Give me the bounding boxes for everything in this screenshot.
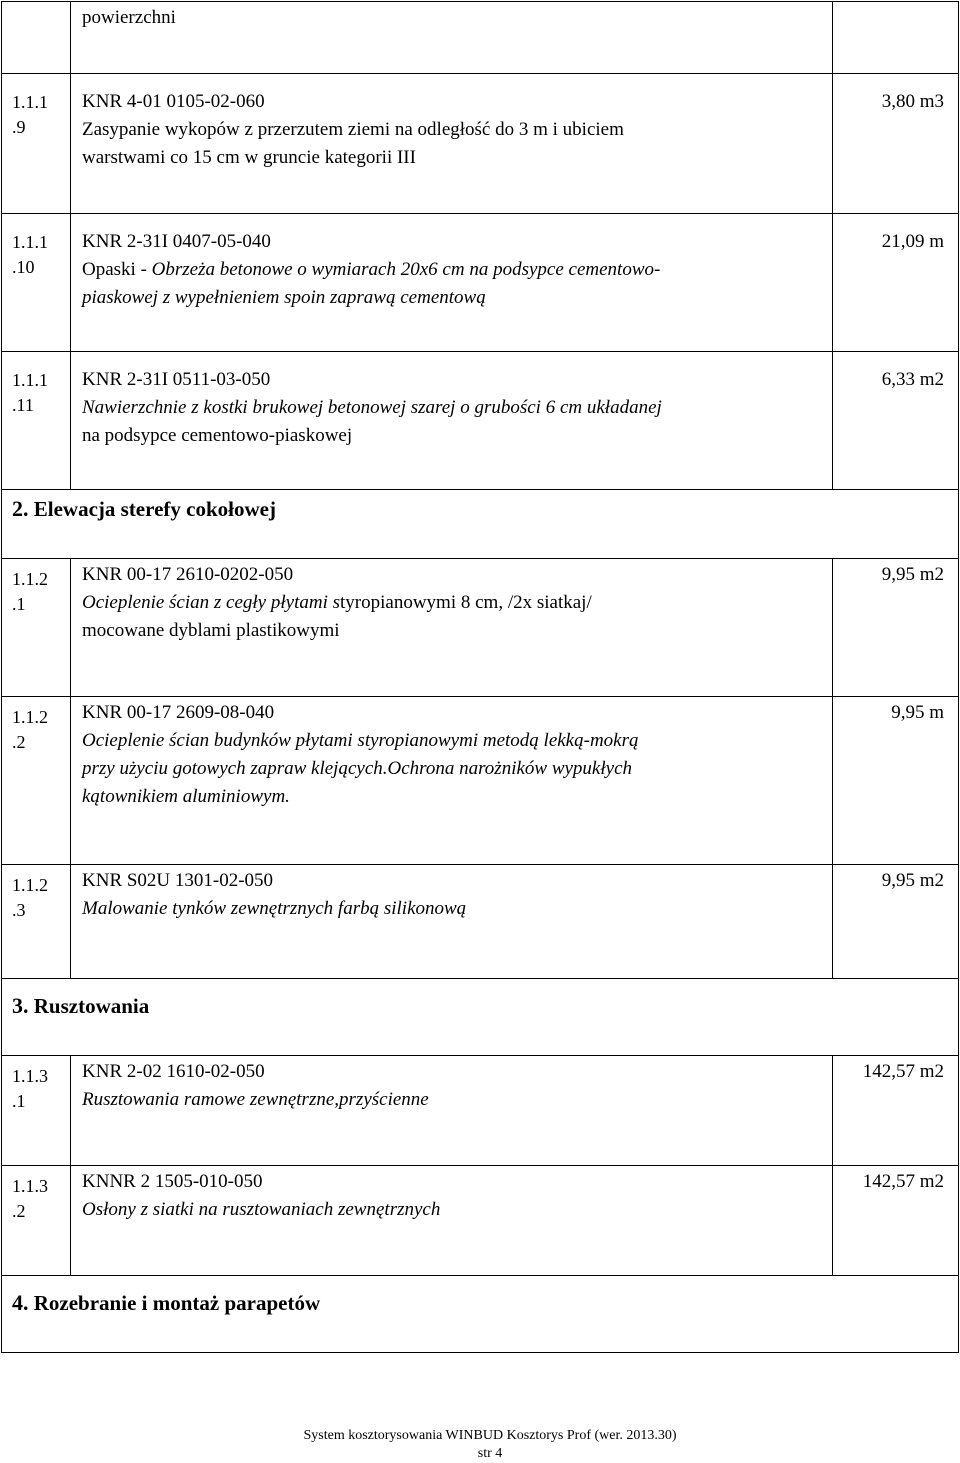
table-row <box>2 74 959 214</box>
table-row <box>2 2 959 74</box>
section-heading-row <box>2 490 959 559</box>
item-quantity: 21,09 m <box>833 214 959 352</box>
table-row <box>2 214 959 352</box>
item-description: KNR 2-31I 0511-03-050 Nawierzchnie z kostki brukowej betonowej szarej o grubości 6 cm układanej na podsypce cementowo-piaskowej <box>71 352 833 490</box>
section-heading: 4. Rozebranie i montaż parapetów <box>2 1276 959 1353</box>
item-description: KNR S02U 1301-02-050 Malowanie tynków zewnętrznych farbą silikonową <box>71 865 833 979</box>
table-row <box>2 697 959 865</box>
cost-estimate-table <box>1 1 959 1353</box>
item-description: KNR 2-31I 0407-05-040 Opaski - Obrzeża betonowe o wymiarach 20x6 cm na podsypce cementowo- piaskowej z wypełnieniem spoin zaprawą cementową <box>71 214 833 352</box>
item-code: KNR 2-02 1610-02-050 <box>82 1061 265 1082</box>
table-row <box>2 559 959 697</box>
item-code: KNR 2-31I 0511-03-050 <box>82 369 271 390</box>
table-row <box>2 1056 959 1166</box>
item-description: KNR 2-02 1610-02-050 Rusztowania ramowe zewnętrzne,przyścienne <box>71 1056 833 1166</box>
item-quantity: 9,95 m2 <box>833 865 959 979</box>
item-code: KNR 2-31I 0407-05-040 <box>82 231 271 252</box>
section-heading-row <box>2 1276 959 1353</box>
item-code: KNNR 2 1505-010-050 <box>82 1171 263 1192</box>
item-number: 1.1.1 .9 <box>2 74 71 214</box>
item-description: KNR 4-01 0105-02-060 Zasypanie wykopów z przerzutem ziemi na odległość do 3 m i ubiciem warstwami co 15 cm w gruncie kategorii III <box>71 74 833 214</box>
section-heading: 3. Rusztowania <box>2 979 959 1056</box>
item-code: KNR 00-17 2609-08-040 <box>82 702 275 723</box>
item-description: KNNR 2 1505-010-050 Osłony z siatki na rusztowaniach zewnętrznych <box>71 1166 833 1276</box>
table-row <box>2 865 959 979</box>
item-number: 1.1.3 .2 <box>2 1166 71 1276</box>
item-number: 1.1.2 .2 <box>2 697 71 865</box>
item-code: KNR 4-01 0105-02-060 <box>82 91 265 112</box>
section-heading-row <box>2 979 959 1056</box>
page-number: str 4 <box>477 1446 503 1461</box>
item-description: KNR 00-17 2610-0202-050 Ocieplenie ścian z cegły płytami styropianowymi 8 cm, /2x siatkaj/ mocowane dyblami plastikowymi <box>71 559 833 697</box>
item-quantity: 6,33 m2 <box>833 352 959 490</box>
item-quantity: 3,80 m3 <box>833 74 959 214</box>
item-number: 1.1.2 .3 <box>2 865 71 979</box>
item-quantity: 142,57 m2 <box>833 1056 959 1166</box>
item-quantity: 9,95 m2 <box>833 559 959 697</box>
item-code: KNR S02U 1301-02-050 <box>82 870 274 891</box>
item-description: powierzchni <box>71 2 833 74</box>
section-heading: 2. Elewacja sterefy cokołowej <box>2 490 959 559</box>
item-code: KNR 00-17 2610-0202-050 <box>82 564 294 585</box>
table-row <box>2 1166 959 1276</box>
item-number: 1.1.1 .11 <box>2 352 71 490</box>
item-number: 1.1.2 .1 <box>2 559 71 697</box>
footer-software: System kosztorysowania WINBUD Kosztorys Prof (wer. 2013.30) <box>303 1428 677 1443</box>
item-quantity: 142,57 m2 <box>833 1166 959 1276</box>
item-quantity: 9,95 m <box>833 697 959 865</box>
item-description: KNR 00-17 2609-08-040 Ocieplenie ścian budynków płytami styropianowymi metodą lekką-mokrą przy użyciu gotowych zapraw klejących.Ochrona narożników wypukłych kątownikiem aluminiowym. <box>71 697 833 865</box>
table-row <box>2 352 959 490</box>
item-number: 1.1.1 .10 <box>2 214 71 352</box>
page-footer <box>0 1427 960 1463</box>
item-number: 1.1.3 .1 <box>2 1056 71 1166</box>
